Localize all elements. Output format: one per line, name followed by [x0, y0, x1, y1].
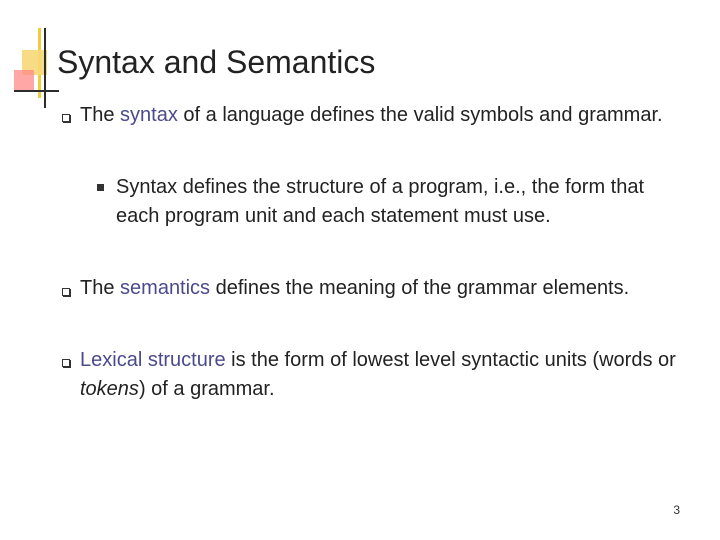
filled-square-bullet-icon: [97, 184, 104, 191]
decor-red-square: [14, 70, 34, 90]
bullet-text: The: [80, 277, 121, 299]
sub-bullet-syntax-structure: [116, 173, 676, 231]
hollow-square-bullet-icon: [62, 359, 70, 367]
bullet-text: The: [80, 104, 121, 126]
bullet-text: of a language defines the valid symbols and grammar.: [177, 104, 663, 126]
bullet-text: defines the meaning of the grammar elements.: [210, 277, 630, 299]
bullet-syntax: [80, 101, 680, 130]
page-number: 3: [673, 503, 680, 517]
keyword-syntax: syntax: [120, 104, 178, 126]
bullet-text: ) of a grammar.: [138, 378, 275, 400]
decor-dark-vertical-line: [44, 28, 46, 108]
bullet-lexical-structure: [80, 346, 680, 404]
emphasis-tokens: tokens: [80, 378, 139, 400]
slide-title: Syntax and Semantics: [57, 44, 376, 80]
bullet-text: Syntax defines the structure of a program, i.e., the form that each program unit and each statement must use.: [116, 176, 645, 227]
hollow-square-bullet-icon: [62, 288, 70, 296]
keyword-semantics: semantics: [120, 277, 211, 299]
bullet-text: is the form of lowest level syntactic units (words or: [225, 349, 676, 371]
keyword-lexical-structure: Lexical structure: [80, 349, 226, 371]
decor-dark-horizontal-line: [14, 90, 59, 92]
bullet-semantics: [80, 274, 680, 303]
hollow-square-bullet-icon: [62, 114, 70, 122]
